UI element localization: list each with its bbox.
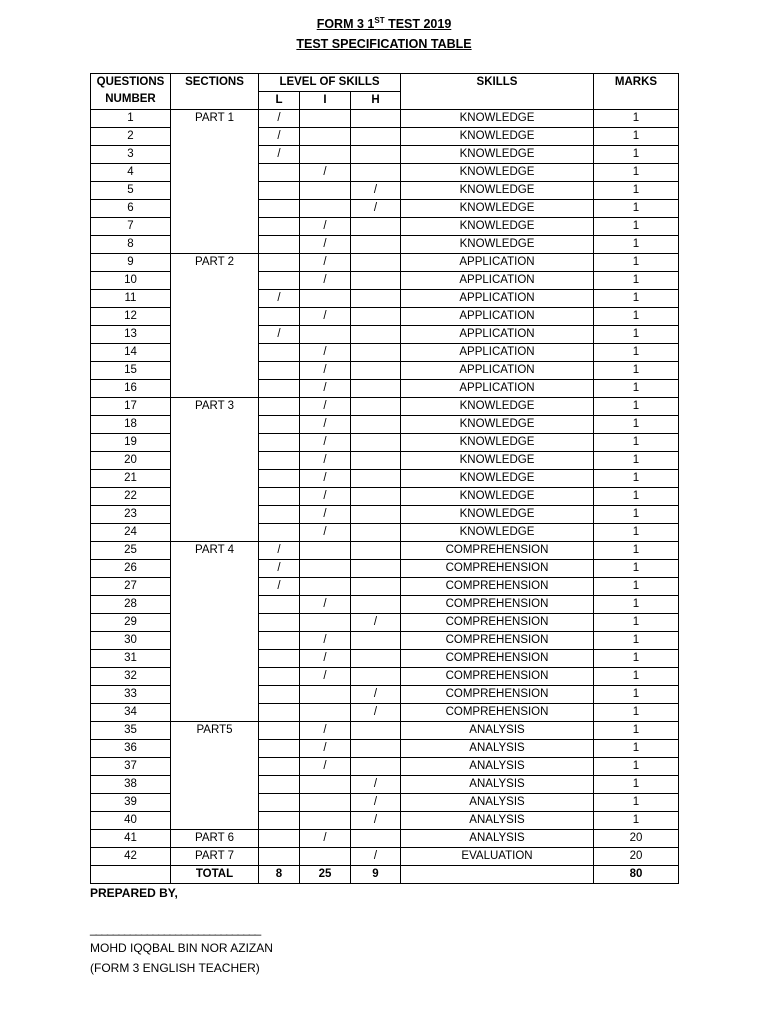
level-i-cell: /	[300, 740, 351, 758]
level-l-cell: /	[259, 578, 300, 596]
question-number-cell: 33	[91, 686, 171, 704]
title-line-1	[0, 16, 768, 31]
level-h-cell: /	[351, 812, 401, 830]
level-l-cell	[259, 164, 300, 182]
level-i-cell	[300, 776, 351, 794]
level-h-cell	[351, 452, 401, 470]
question-number-cell: 5	[91, 182, 171, 200]
total-empty-cell	[91, 866, 171, 884]
marks-cell: 1	[594, 578, 679, 596]
skill-cell: KNOWLEDGE	[401, 146, 594, 164]
prepared-by-label: PREPARED BY,	[90, 886, 178, 900]
skill-cell: COMPREHENSION	[401, 596, 594, 614]
level-l-cell	[259, 254, 300, 272]
marks-cell: 1	[594, 740, 679, 758]
table-row	[91, 398, 679, 416]
skill-cell: KNOWLEDGE	[401, 164, 594, 182]
level-i-cell	[300, 146, 351, 164]
level-i-cell: /	[300, 758, 351, 776]
level-i-cell: /	[300, 272, 351, 290]
skill-cell: COMPREHENSION	[401, 650, 594, 668]
level-l-cell: /	[259, 290, 300, 308]
question-number-cell: 42	[91, 848, 171, 866]
question-number-cell: 15	[91, 362, 171, 380]
total-h: 9	[351, 866, 401, 884]
marks-cell: 1	[594, 362, 679, 380]
skill-cell: COMPREHENSION	[401, 578, 594, 596]
level-h-cell	[351, 524, 401, 542]
level-l-cell	[259, 704, 300, 722]
skill-cell: APPLICATION	[401, 362, 594, 380]
skill-cell: KNOWLEDGE	[401, 488, 594, 506]
question-number-cell: 13	[91, 326, 171, 344]
header-marks: MARKS	[594, 74, 679, 110]
level-i-cell	[300, 182, 351, 200]
level-i-cell: /	[300, 668, 351, 686]
level-i-cell: /	[300, 470, 351, 488]
level-h-cell: /	[351, 182, 401, 200]
level-i-cell: /	[300, 236, 351, 254]
marks-cell: 1	[594, 506, 679, 524]
question-number-cell: 40	[91, 812, 171, 830]
question-number-cell: 39	[91, 794, 171, 812]
table-row	[91, 848, 679, 866]
question-number-cell: 36	[91, 740, 171, 758]
level-h-cell: /	[351, 794, 401, 812]
skill-cell: ANALYSIS	[401, 758, 594, 776]
level-i-cell	[300, 290, 351, 308]
skill-cell: KNOWLEDGE	[401, 416, 594, 434]
level-h-cell	[351, 254, 401, 272]
question-number-cell: 19	[91, 434, 171, 452]
header-sections: SECTIONS	[171, 74, 259, 110]
header-level-h: H	[351, 92, 401, 110]
header-questions-number-text: QUESTIONS NUMBER	[96, 76, 165, 105]
skill-cell: KNOWLEDGE	[401, 470, 594, 488]
marks-cell: 20	[594, 830, 679, 848]
total-skills-empty	[401, 866, 594, 884]
level-i-cell	[300, 128, 351, 146]
level-h-cell	[351, 344, 401, 362]
marks-cell: 1	[594, 308, 679, 326]
level-h-cell	[351, 830, 401, 848]
total-marks: 80	[594, 866, 679, 884]
marks-cell: 1	[594, 416, 679, 434]
level-h-cell	[351, 632, 401, 650]
level-l-cell	[259, 740, 300, 758]
level-h-cell	[351, 596, 401, 614]
marks-cell: 1	[594, 236, 679, 254]
question-number-cell: 22	[91, 488, 171, 506]
level-i-cell: /	[300, 254, 351, 272]
marks-cell: 1	[594, 380, 679, 398]
level-l-cell	[259, 614, 300, 632]
level-i-cell	[300, 578, 351, 596]
level-l-cell: /	[259, 542, 300, 560]
level-l-cell	[259, 272, 300, 290]
level-l-cell	[259, 488, 300, 506]
question-number-cell: 10	[91, 272, 171, 290]
level-l-cell	[259, 506, 300, 524]
level-l-cell	[259, 416, 300, 434]
skill-cell: KNOWLEDGE	[401, 236, 594, 254]
question-number-cell: 37	[91, 758, 171, 776]
level-l-cell	[259, 200, 300, 218]
marks-cell: 1	[594, 290, 679, 308]
teacher-name: MOHD IQQBAL BIN NOR AZIZAN	[90, 941, 273, 955]
header-level-of-skills: LEVEL OF SKILLS	[259, 74, 401, 92]
skill-cell: KNOWLEDGE	[401, 182, 594, 200]
level-h-cell	[351, 668, 401, 686]
question-number-cell: 3	[91, 146, 171, 164]
level-l-cell	[259, 632, 300, 650]
question-number-cell: 41	[91, 830, 171, 848]
level-l-cell	[259, 380, 300, 398]
teacher-role: (FORM 3 ENGLISH TEACHER)	[90, 961, 260, 975]
marks-cell: 20	[594, 848, 679, 866]
total-label: TOTAL	[171, 866, 259, 884]
table-row	[91, 542, 679, 560]
level-l-cell	[259, 794, 300, 812]
skill-cell: APPLICATION	[401, 344, 594, 362]
skill-cell: KNOWLEDGE	[401, 452, 594, 470]
level-h-cell	[351, 236, 401, 254]
question-number-cell: 32	[91, 668, 171, 686]
level-l-cell	[259, 452, 300, 470]
skill-cell: KNOWLEDGE	[401, 200, 594, 218]
question-number-cell: 11	[91, 290, 171, 308]
skill-cell: ANALYSIS	[401, 830, 594, 848]
skill-cell: KNOWLEDGE	[401, 506, 594, 524]
signature-line: ______________________________	[90, 922, 261, 936]
level-h-cell	[351, 722, 401, 740]
level-i-cell	[300, 812, 351, 830]
level-l-cell	[259, 686, 300, 704]
level-i-cell: /	[300, 218, 351, 236]
level-i-cell: /	[300, 452, 351, 470]
skill-cell: ANALYSIS	[401, 776, 594, 794]
question-number-cell: 29	[91, 614, 171, 632]
skill-cell: KNOWLEDGE	[401, 128, 594, 146]
level-l-cell	[259, 668, 300, 686]
level-h-cell	[351, 542, 401, 560]
header-skills: SKILLS	[401, 74, 594, 110]
section-cell: PART 4	[171, 542, 259, 722]
question-number-cell: 8	[91, 236, 171, 254]
marks-cell: 1	[594, 758, 679, 776]
marks-cell: 1	[594, 632, 679, 650]
level-h-cell	[351, 380, 401, 398]
level-h-cell	[351, 758, 401, 776]
level-h-cell	[351, 416, 401, 434]
total-row	[91, 866, 679, 884]
question-number-cell: 16	[91, 380, 171, 398]
level-h-cell	[351, 110, 401, 128]
level-h-cell	[351, 128, 401, 146]
level-i-cell	[300, 794, 351, 812]
marks-cell: 1	[594, 434, 679, 452]
title-form-text: FORM 3 1	[316, 17, 375, 32]
level-i-cell: /	[300, 488, 351, 506]
table-row	[91, 254, 679, 272]
question-number-cell: 20	[91, 452, 171, 470]
level-h-cell	[351, 218, 401, 236]
level-h-cell	[351, 560, 401, 578]
marks-cell: 1	[594, 596, 679, 614]
level-h-cell: /	[351, 704, 401, 722]
level-l-cell	[259, 650, 300, 668]
question-number-cell: 14	[91, 344, 171, 362]
title-test-year: TEST 2019	[384, 17, 452, 32]
marks-cell: 1	[594, 704, 679, 722]
skill-cell: KNOWLEDGE	[401, 218, 594, 236]
level-h-cell	[351, 740, 401, 758]
question-number-cell: 35	[91, 722, 171, 740]
header-questions-number	[91, 74, 171, 110]
level-h-cell	[351, 506, 401, 524]
question-number-cell: 25	[91, 542, 171, 560]
skill-cell: ANALYSIS	[401, 794, 594, 812]
level-i-cell: /	[300, 830, 351, 848]
level-l-cell	[259, 812, 300, 830]
marks-cell: 1	[594, 524, 679, 542]
question-number-cell: 18	[91, 416, 171, 434]
skill-cell: COMPREHENSION	[401, 632, 594, 650]
level-i-cell	[300, 200, 351, 218]
level-h-cell	[351, 308, 401, 326]
level-l-cell	[259, 596, 300, 614]
level-i-cell: /	[300, 506, 351, 524]
question-number-cell: 38	[91, 776, 171, 794]
marks-cell: 1	[594, 326, 679, 344]
total-l: 8	[259, 866, 300, 884]
level-l-cell	[259, 524, 300, 542]
question-number-cell: 31	[91, 650, 171, 668]
skill-cell: ANALYSIS	[401, 740, 594, 758]
level-l-cell	[259, 362, 300, 380]
level-l-cell	[259, 470, 300, 488]
question-number-cell: 4	[91, 164, 171, 182]
table-row	[91, 110, 679, 128]
skill-cell: APPLICATION	[401, 272, 594, 290]
marks-cell: 1	[594, 218, 679, 236]
marks-cell: 1	[594, 650, 679, 668]
level-l-cell	[259, 758, 300, 776]
question-number-cell: 24	[91, 524, 171, 542]
level-l-cell: /	[259, 560, 300, 578]
marks-cell: 1	[594, 686, 679, 704]
marks-cell: 1	[594, 470, 679, 488]
level-l-cell	[259, 308, 300, 326]
level-i-cell	[300, 542, 351, 560]
question-number-cell: 7	[91, 218, 171, 236]
marks-cell: 1	[594, 452, 679, 470]
marks-cell: 1	[594, 722, 679, 740]
skill-cell: APPLICATION	[401, 290, 594, 308]
skill-cell: APPLICATION	[401, 254, 594, 272]
marks-cell: 1	[594, 542, 679, 560]
table-row	[91, 722, 679, 740]
marks-cell: 1	[594, 488, 679, 506]
level-i-cell: /	[300, 434, 351, 452]
skill-cell: COMPREHENSION	[401, 704, 594, 722]
level-i-cell	[300, 326, 351, 344]
marks-cell: 1	[594, 200, 679, 218]
skill-cell: APPLICATION	[401, 380, 594, 398]
level-i-cell	[300, 848, 351, 866]
level-l-cell	[259, 722, 300, 740]
skill-cell: KNOWLEDGE	[401, 524, 594, 542]
skill-cell: EVALUATION	[401, 848, 594, 866]
question-number-cell: 34	[91, 704, 171, 722]
level-h-cell: /	[351, 614, 401, 632]
level-i-cell: /	[300, 164, 351, 182]
question-number-cell: 26	[91, 560, 171, 578]
skill-cell: APPLICATION	[401, 308, 594, 326]
level-h-cell	[351, 578, 401, 596]
level-h-cell: /	[351, 200, 401, 218]
marks-cell: 1	[594, 614, 679, 632]
level-i-cell: /	[300, 344, 351, 362]
section-cell: PART 1	[171, 110, 259, 254]
question-number-cell: 1	[91, 110, 171, 128]
header-level-l: L	[259, 92, 300, 110]
level-l-cell: /	[259, 326, 300, 344]
section-cell: PART 3	[171, 398, 259, 542]
question-number-cell: 30	[91, 632, 171, 650]
skill-cell: KNOWLEDGE	[401, 110, 594, 128]
skill-cell: COMPREHENSION	[401, 686, 594, 704]
skill-cell: KNOWLEDGE	[401, 398, 594, 416]
question-number-cell: 6	[91, 200, 171, 218]
question-number-cell: 23	[91, 506, 171, 524]
skill-cell: ANALYSIS	[401, 812, 594, 830]
marks-cell: 1	[594, 776, 679, 794]
question-number-cell: 2	[91, 128, 171, 146]
level-i-cell: /	[300, 524, 351, 542]
marks-cell: 1	[594, 560, 679, 578]
marks-cell: 1	[594, 182, 679, 200]
marks-cell: 1	[594, 164, 679, 182]
level-i-cell: /	[300, 416, 351, 434]
level-h-cell: /	[351, 776, 401, 794]
level-h-cell	[351, 272, 401, 290]
level-h-cell: /	[351, 686, 401, 704]
level-h-cell	[351, 488, 401, 506]
question-number-cell: 21	[91, 470, 171, 488]
level-l-cell	[259, 398, 300, 416]
question-number-cell: 27	[91, 578, 171, 596]
skill-cell: KNOWLEDGE	[401, 434, 594, 452]
total-i: 25	[300, 866, 351, 884]
question-number-cell: 12	[91, 308, 171, 326]
section-cell: PART 7	[171, 848, 259, 866]
marks-cell: 1	[594, 794, 679, 812]
level-l-cell	[259, 236, 300, 254]
marks-cell: 1	[594, 128, 679, 146]
level-h-cell	[351, 362, 401, 380]
skill-cell: COMPREHENSION	[401, 614, 594, 632]
question-number-cell: 9	[91, 254, 171, 272]
level-l-cell	[259, 218, 300, 236]
section-cell: PART 6	[171, 830, 259, 848]
table-body	[91, 110, 679, 884]
skill-cell: COMPREHENSION	[401, 542, 594, 560]
level-l-cell	[259, 776, 300, 794]
level-i-cell: /	[300, 650, 351, 668]
marks-cell: 1	[594, 668, 679, 686]
level-i-cell: /	[300, 308, 351, 326]
question-number-cell: 17	[91, 398, 171, 416]
level-i-cell: /	[300, 380, 351, 398]
level-l-cell	[259, 830, 300, 848]
skill-cell: APPLICATION	[401, 326, 594, 344]
level-l-cell: /	[259, 128, 300, 146]
level-l-cell	[259, 344, 300, 362]
level-h-cell	[351, 434, 401, 452]
level-l-cell	[259, 182, 300, 200]
section-cell: PART 2	[171, 254, 259, 398]
level-i-cell: /	[300, 632, 351, 650]
level-i-cell: /	[300, 362, 351, 380]
section-cell: PART5	[171, 722, 259, 830]
skill-cell: COMPREHENSION	[401, 668, 594, 686]
title-line-2: TEST SPECIFICATION TABLE	[296, 37, 472, 51]
level-h-cell	[351, 146, 401, 164]
skill-cell: COMPREHENSION	[401, 560, 594, 578]
level-l-cell: /	[259, 146, 300, 164]
level-i-cell: /	[300, 596, 351, 614]
level-l-cell	[259, 848, 300, 866]
marks-cell: 1	[594, 272, 679, 290]
marks-cell: 1	[594, 812, 679, 830]
marks-cell: 1	[594, 254, 679, 272]
level-h-cell	[351, 290, 401, 308]
level-h-cell	[351, 470, 401, 488]
level-h-cell: /	[351, 848, 401, 866]
level-i-cell	[300, 614, 351, 632]
level-i-cell	[300, 560, 351, 578]
skill-cell: ANALYSIS	[401, 722, 594, 740]
level-i-cell: /	[300, 722, 351, 740]
specification-table	[90, 73, 679, 884]
level-i-cell: /	[300, 398, 351, 416]
level-i-cell	[300, 704, 351, 722]
level-h-cell	[351, 326, 401, 344]
title-ordinal-suffix: ST	[374, 16, 385, 25]
marks-cell: 1	[594, 344, 679, 362]
level-i-cell	[300, 110, 351, 128]
level-h-cell	[351, 164, 401, 182]
marks-cell: 1	[594, 146, 679, 164]
marks-cell: 1	[594, 110, 679, 128]
marks-cell: 1	[594, 398, 679, 416]
level-h-cell	[351, 398, 401, 416]
level-l-cell	[259, 434, 300, 452]
question-number-cell: 28	[91, 596, 171, 614]
table-row	[91, 830, 679, 848]
level-i-cell	[300, 686, 351, 704]
level-l-cell: /	[259, 110, 300, 128]
header-level-i: I	[300, 92, 351, 110]
level-h-cell	[351, 650, 401, 668]
